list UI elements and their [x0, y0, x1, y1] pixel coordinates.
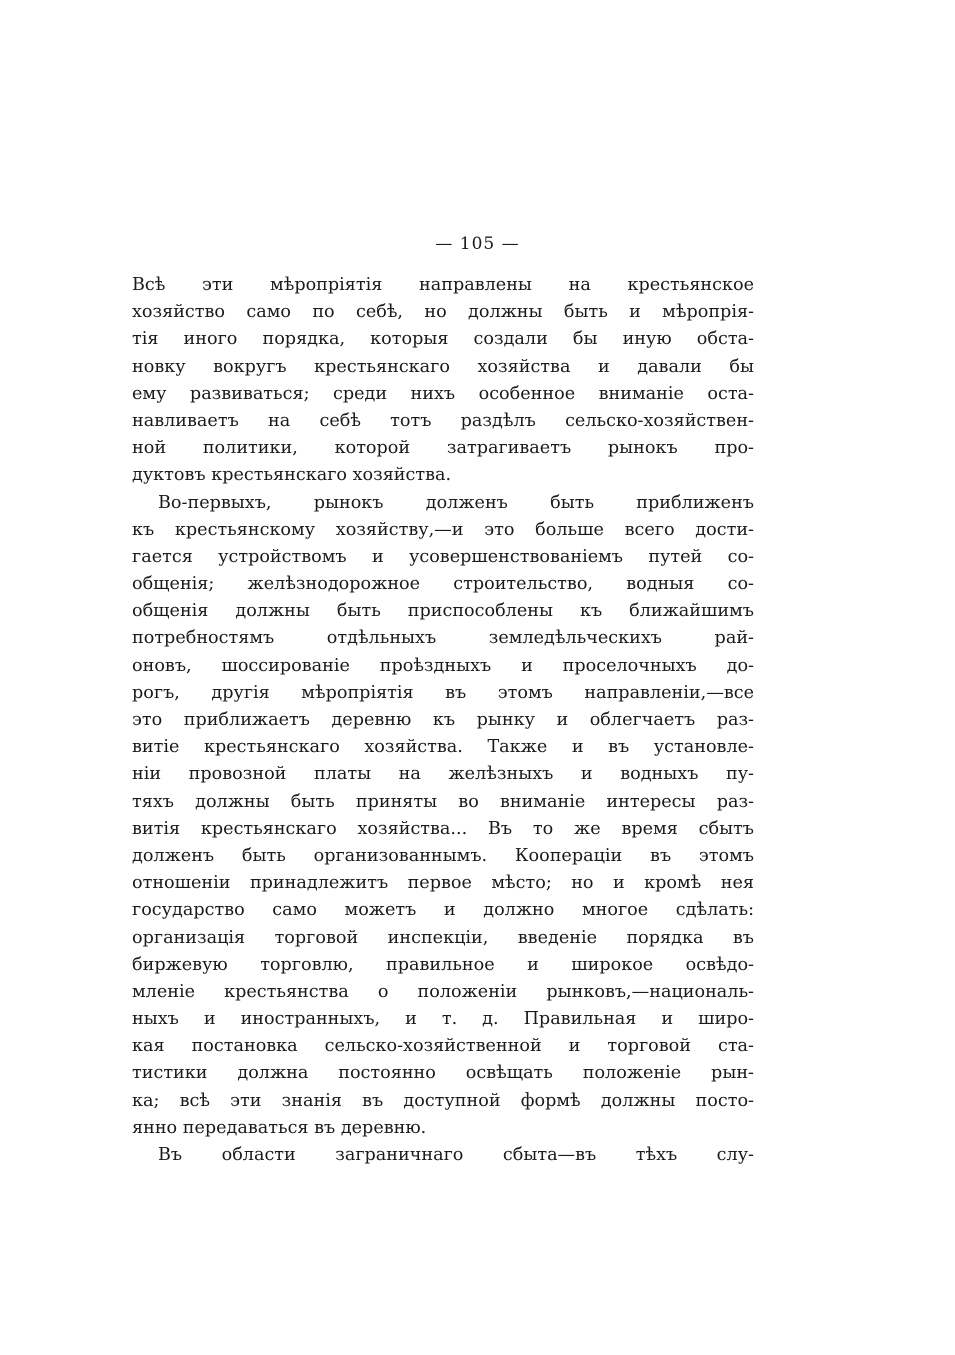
- text-line: мленіе крестьянства о положеніи рынковъ,—националь-: [132, 981, 754, 1002]
- text-line: тія иного порядка, которыя создали бы иную обста-: [132, 329, 754, 350]
- text-line: государство само можетъ и должно многое сдѣлать:: [132, 900, 754, 921]
- text-line: кая постановка сельско-хозяйственной и торговой ста-: [132, 1036, 754, 1057]
- text-line: ніи провозной платы на желѣзныхъ и водныхъ пу-: [132, 764, 754, 785]
- text-line: дуктовъ крестьянскаго хозяйства.: [132, 465, 452, 486]
- text-line: ка; всѣ эти знанія въ доступной формѣ должны посто-: [132, 1090, 754, 1111]
- text-line: рогъ, другія мѣропріятія въ этомъ направленіи,—все: [132, 682, 754, 703]
- text-line: биржевую торговлю, правильное и широкое освѣдо-: [132, 954, 754, 975]
- text-line: хозяйство само по себѣ, но должны быть и мѣропрія-: [132, 302, 754, 323]
- text-line: ной политики, которой затрагиваетъ рынокъ про-: [132, 438, 754, 459]
- text-line: общенія должны быть приспособлены къ ближайшимъ: [132, 601, 754, 622]
- text-line: тяхъ должны быть приняты во вниманіе интересы раз-: [132, 791, 754, 812]
- text-line: Въ области заграничнаго сбыта—въ тѣхъ слу-: [158, 1145, 754, 1165]
- text-line: янно передаваться въ деревню.: [132, 1117, 427, 1138]
- text-line: витія крестьянскаго хозяйства... Въ то же время сбытъ: [132, 818, 754, 839]
- text-line: отношеніи принадлежитъ первое мѣсто; но и кромѣ нея: [132, 873, 754, 894]
- text-line: ему развиваться; среди нихъ особенное вниманіе оста-: [132, 383, 754, 404]
- text-line: организація торговой инспекціи, введеніе порядка въ: [132, 927, 754, 948]
- text-line: Всѣ эти мѣропріятія направлены на крестьянское: [132, 275, 754, 295]
- text-line: потребностямъ отдѣльныхъ земледѣльческихъ рай-: [132, 628, 754, 649]
- text-line: навливаетъ на себѣ тотъ раздѣлъ сельско-хозяйствен-: [132, 410, 754, 431]
- text-line: общенія; желѣзнодорожное строительство, водныя со-: [132, 574, 754, 595]
- text-line: ныхъ и иностранныхъ, и т. д. Правильная и широ-: [132, 1009, 754, 1030]
- text-line: новку вокругъ крестьянскаго хозяйства и давали бы: [132, 356, 754, 377]
- paragraph-2: [132, 490, 754, 1143]
- body-text: [132, 272, 754, 1169]
- text-line: тистики должна постоянно освѣщать положеніе рын-: [132, 1063, 754, 1084]
- text-line: оновъ, шоссированіе проѣздныхъ и проселочныхъ до-: [132, 655, 754, 676]
- paragraph-1: [132, 272, 754, 490]
- text-line: Во-первыхъ, рынокъ долженъ быть приближенъ: [158, 492, 754, 513]
- text-line: долженъ быть организованнымъ. Коопераціи въ этомъ: [132, 845, 754, 866]
- text-line: гается устройствомъ и усовершенствованіемъ путей со-: [132, 546, 754, 567]
- text-line: витіе крестьянскаго хозяйства. Также и въ установле-: [132, 737, 754, 758]
- paragraph-3: [132, 1142, 754, 1169]
- text-line: къ крестьянскому хозяйству,—и это больше всего дости-: [132, 519, 754, 540]
- page-number: — 105 —: [435, 234, 520, 254]
- text-line: это приближаетъ деревню къ рынку и облегчаетъ раз-: [132, 710, 754, 730]
